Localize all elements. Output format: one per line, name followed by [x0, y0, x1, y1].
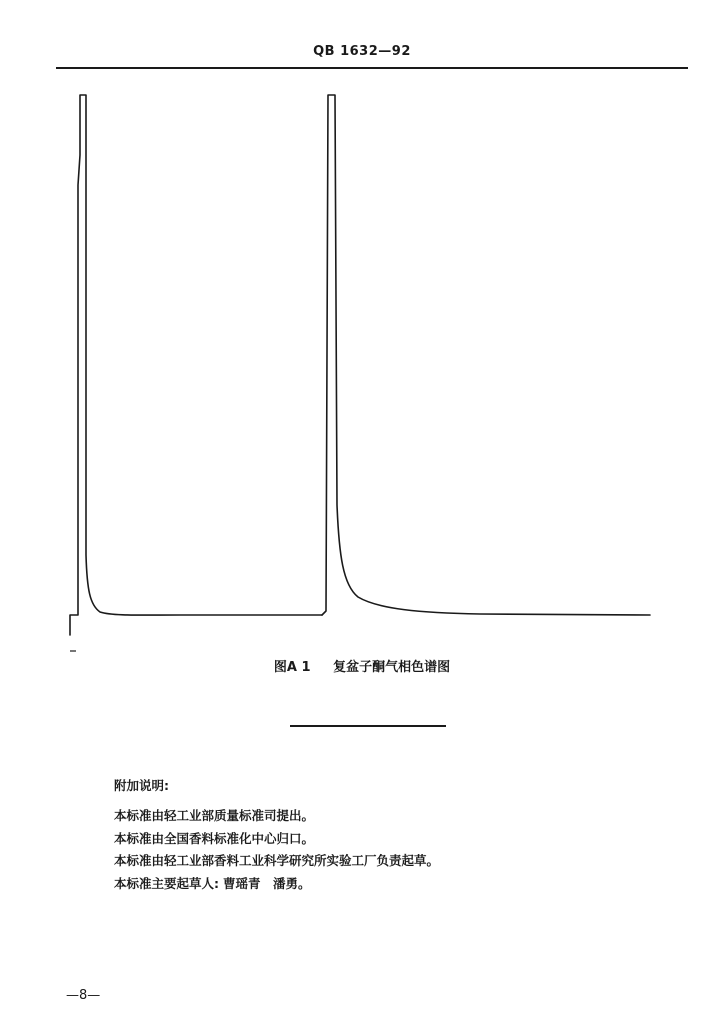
main-peak-trace [322, 95, 650, 615]
note-line: 本标准由轻工业部香料工业科学研究所实验工厂负责起草。 [114, 853, 440, 868]
standard-code-header: QB 1632—92 [313, 44, 411, 59]
drafters-names: 曹瑶青 潘勇。 [223, 875, 311, 891]
notes-title: 附加说明: [114, 778, 169, 793]
solvent-peak-trace [70, 95, 322, 635]
figure-number: 图A 1 [273, 660, 311, 675]
drafters-line [114, 873, 674, 896]
additional-notes [114, 776, 674, 895]
note-line: 本标准由轻工业部质量标准司提出。 [114, 808, 315, 823]
figure-title: 复盆子酮气相色谱图 [333, 660, 451, 675]
drafters-label: 本标准主要起草人: [114, 875, 219, 891]
figure-caption [0, 656, 724, 675]
note-line: 本标准由全国香料标准化中心归口。 [114, 830, 315, 846]
chromatogram-figure [60, 85, 660, 660]
header-rule [56, 67, 688, 69]
end-rule [290, 725, 446, 727]
page-number: —8— [66, 988, 101, 1003]
